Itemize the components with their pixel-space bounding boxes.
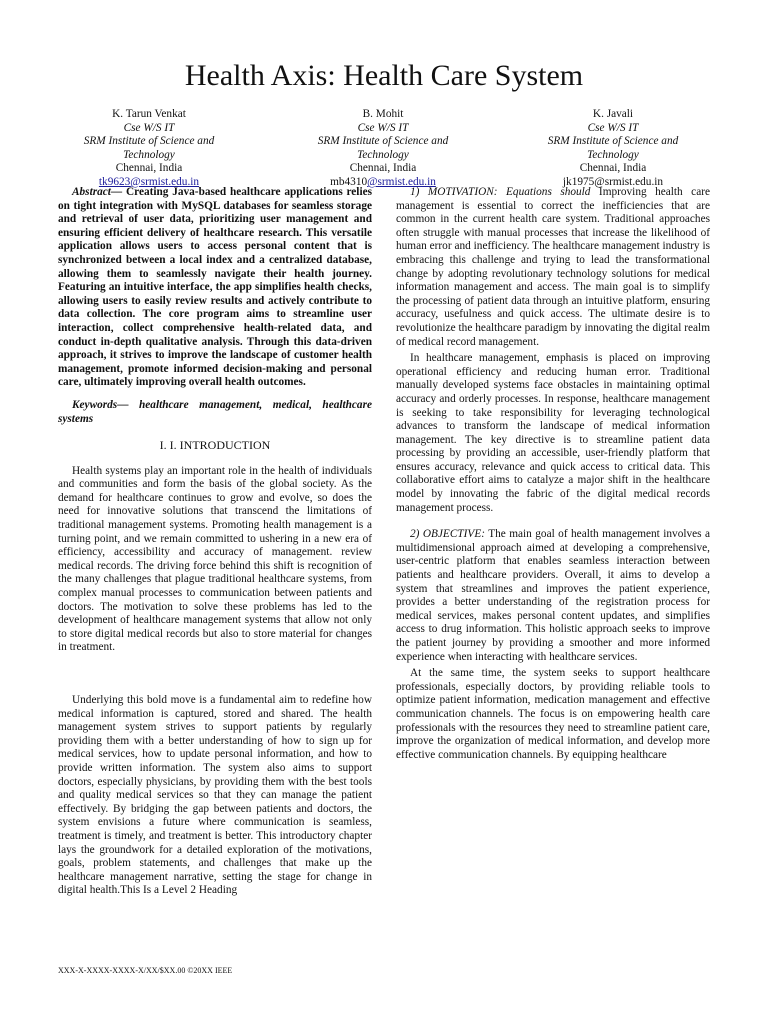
author-city: Chennai, India: [349, 162, 417, 175]
author-name: B. Mohit: [362, 108, 404, 120]
intro-paragraph-1: Health systems play an important role in the health of individuals and communities and form the basis of the global society. As the demand for healthcare continues to grow and evolve, so does the need for innovative solutions that transcend the limitations of traditional management systems. Promoting health management is a turning point, and we remain committed to ushering in a new era of efficiency, accessibility and accuracy of management. review medical records. The driving force behind this shift is recognition of the many challenges that plague traditional healthcare systems, from complex manual processes to communication between patients and doctors. The motivation to solve these problems has led to the development of healthcare management systems that allow not only to store digital medical records but also to store material for changes in treatment.: [58, 464, 372, 654]
objective-paragraph: [396, 528, 710, 664]
author-name: K. Javali: [592, 108, 634, 120]
motivation-heading: 1) MOTIVATION: Equations should: [410, 186, 591, 198]
email-domain[interactable]: @srmist.edu.in: [367, 175, 436, 188]
author-dept: Cse W/S IT: [123, 121, 175, 134]
objective-paragraph-2: At the same time, the system seeks to support healthcare professionals, especially doctors, by providing reliable tools to optimize patient information, medication management and effective communication channels. The focus is on empowering health care professionals with the resources they need to streamline patient care, improve the organization of medical information, and develop more effective communication channels. By equipping healthcare: [396, 667, 710, 761]
author-dept: Cse W/S IT: [357, 121, 409, 134]
motivation-text: Improving health care management is essential to correct the inefficiencies that are common in the current health care system. Traditional approaches often struggle with manual processes that increase the likelihood of human error and inefficiency. The healthcare management industry is embracing this challenge and trying to lead the transformational change by adopting revolutionary technology solutions for medical information management and access. The main goal is to simplify the processing of patient data through an intuitive platform, ensuring accuracy, usefulness and quick access. The ultimate desire is to revolutionize the healthcare paradigm by innovating the digital realm of medical record management.: [396, 186, 710, 348]
author-city: Chennai, India: [115, 162, 183, 175]
author-dept: Cse W/S IT: [587, 121, 639, 134]
objective-heading: 2) OBJECTIVE:: [410, 528, 485, 541]
keywords-label: Keywords—: [72, 398, 129, 411]
keywords: [58, 399, 372, 426]
copyright-footer: XXX-X-XXXX-XXXX-X/XX/$XX.00 ©20XX IEEE: [58, 966, 233, 975]
abstract: [58, 186, 372, 390]
author-block-3: [518, 108, 708, 190]
abstract-text: Creating Java-based healthcare applications relies on tight integration with MySQL databases for seamless storage and retrieval of user data, prioritizing user management and ensuring efficient delivery of healthcare research. This versatile application allows users to access personal content that is synchronized between a local index and a centralized database, allowing them to seamlessly navigate their health journey. Featuring an intuitive interface, the app simplifies health checks, allowing users to easily review results and actively contribute to data collection. The core program aims to streamline user interaction, collect comprehensive health-related data, and conduct in-depth qualitative analysis. Through this data-driven approach, it strives to improve the landscape of customer health management, promote informed decision-making and personal care, ultimately improving overall health outcomes.: [58, 186, 372, 389]
motivation-paragraph-2: In healthcare management, emphasis is placed on improving operational efficiency and reducing human error. Traditional manually developed systems face obstacles in maintaining optimal accuracy and orderly processes. In response, healthcare management is seeking to take responsibility for leveraging technological advances to transform the landscape of medical information management. The key directive is to streamline patient data processing by providing an accessible, user-friendly platform that ensures accuracy, relevance and quick access to critical data. This collaborative effort aims to catalyze a major shift in the healthcare model by innovating the fabric of the digital medical records management process.: [396, 352, 710, 514]
author-institution: SRM Institute of Science and: [317, 135, 449, 148]
email-user[interactable]: tk9623: [98, 175, 131, 188]
email-domain[interactable]: @srmist.edu.in: [130, 175, 200, 188]
author-institution-line2: Technology: [357, 148, 409, 161]
right-column: [396, 186, 710, 762]
author-institution: SRM Institute of Science and: [83, 135, 215, 148]
intro-paragraph-2: Underlying this bold move is a fundamental aim to redefine how medical information is captured, stored and shared. The health management system strives to support patients by regularly providing them with a better understanding of how to sign up for medical services, how to update personal information, and how to provide written information. The system also aims to support doctors, especially physicians, by providing them with the best tools and quality medical services so that they can manage the patient effectively. By bridging the gap between patients and doctors, the system envisions a future where communication is seamless, treatment is timely, and treatment is better. This introductory chapter lays the groundwork for a detailed exploration of the motivations, goals, problem statements, and challenges that make up the healthcare management narrative, setting the stage for change in digital health.This Is a Level 2 Heading: [58, 694, 372, 897]
author-block-1: [54, 108, 244, 190]
author-block-2: [288, 108, 478, 190]
objective-text: The main goal of health management involves a multidimensional approach aimed at developing a comprehensive, user-centric platform that enables seamless interaction between patients and healthcare providers. Overall, it aims to develop a system that streamlines and improves the patient experience, provides a better understanding of the registration process for medical services, makes personal content updates, and simplifies access to drug information. This holistic approach seeks to improve the patient journey by providing a smoother and more informed experience when interacting with healthcare services.: [396, 528, 710, 663]
author-city: Chennai, India: [579, 162, 647, 175]
left-column: [58, 186, 372, 898]
keywords-text: healthcare management, medical, healthcare systems: [58, 398, 372, 425]
abstract-label: Abstract: [72, 186, 111, 198]
abstract-dash: —: [110, 186, 123, 198]
author-institution: SRM Institute of Science and: [547, 135, 679, 148]
section-heading-introduction: I. I. INTRODUCTION: [159, 438, 271, 453]
author-name: K. Tarun Venkat: [112, 108, 186, 120]
paper-title: Health Axis: Health Care System: [184, 59, 584, 92]
author-institution-line2: Technology: [123, 148, 175, 161]
email-user: jk1975: [562, 175, 595, 188]
author-institution-line2: Technology: [587, 148, 639, 161]
email-user: mb4310: [330, 175, 368, 188]
motivation-paragraph: [396, 186, 710, 349]
email-domain: @srmist.edu.in: [594, 175, 664, 188]
